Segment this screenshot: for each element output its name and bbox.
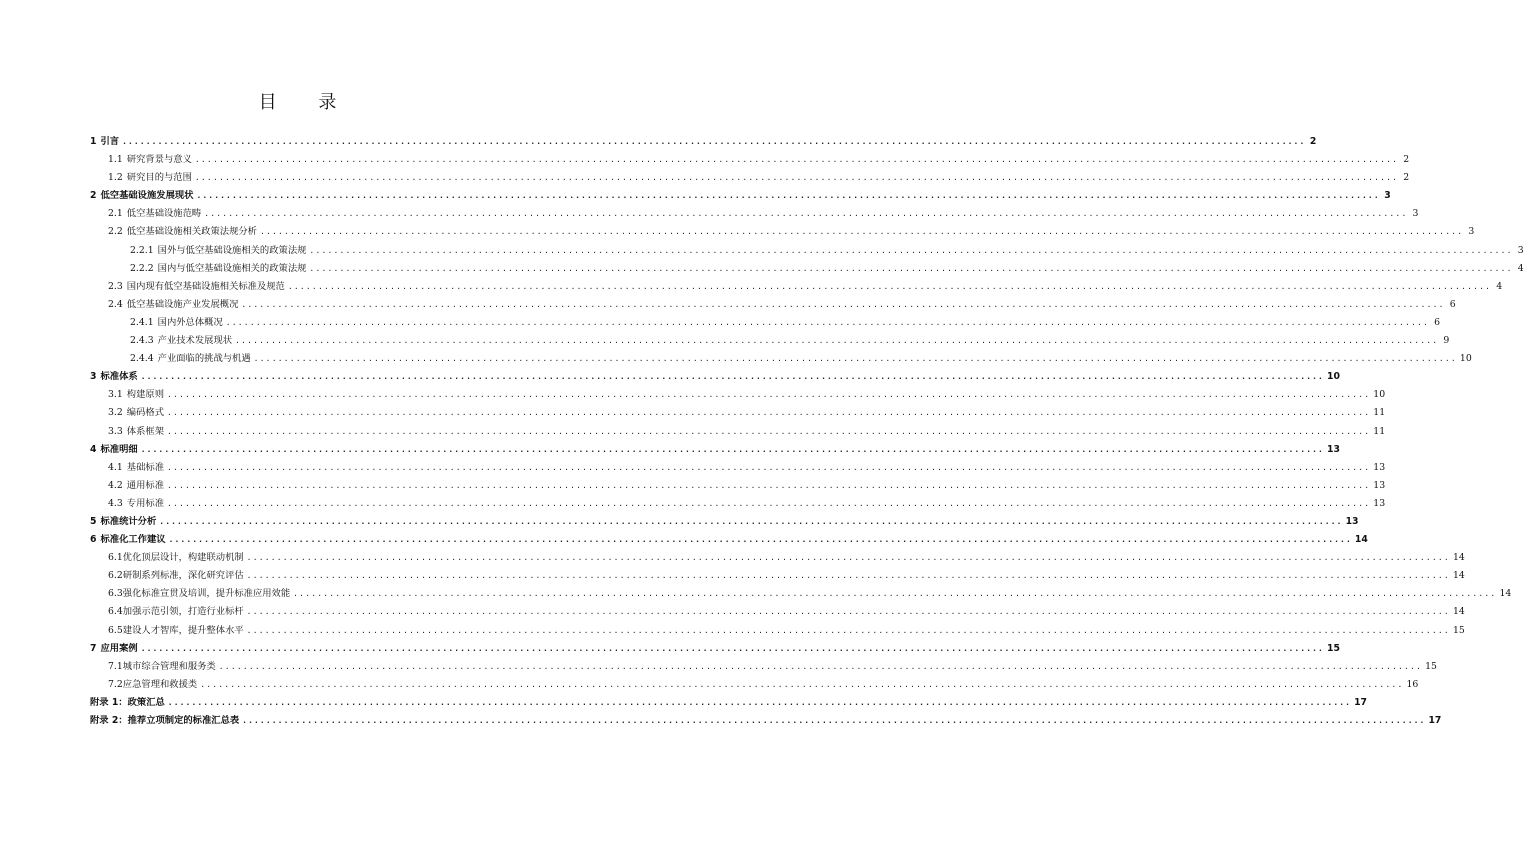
toc-entry-page-number: 14 xyxy=(1452,606,1465,618)
toc-entry-number: 2.1 xyxy=(108,208,123,220)
toc-entry[interactable] xyxy=(90,622,1465,640)
toc-entry-label: 产业技术发展现状 xyxy=(157,335,233,347)
dot-leader: ........................................................................................................................................................................................................ xyxy=(287,281,1492,291)
dot-leader: ........................................................................................................................................................................................................ xyxy=(309,245,1513,255)
toc-entry-page-number: 16 xyxy=(1406,678,1419,690)
toc-entry[interactable] xyxy=(90,296,1456,314)
toc-entry-page-number: 10 xyxy=(1326,371,1340,383)
toc-entry[interactable] xyxy=(90,441,1340,459)
toc-entry-label: 城市综合管理和服务类 xyxy=(122,660,216,672)
toc-entry-page-number: 10 xyxy=(1373,389,1386,401)
toc-entry-page-number: 13 xyxy=(1373,479,1386,491)
toc-entry[interactable] xyxy=(90,278,1503,296)
dot-leader: ........................................................................................................................................................................................................ xyxy=(225,317,1430,327)
toc-entry-label: 低空基础设施范畴 xyxy=(126,208,202,220)
dot-leader: ........................................................................................................................................................................................................ xyxy=(204,209,1408,219)
dot-leader: ........................................................................................................................................................................................................ xyxy=(196,191,1380,201)
dot-leader: ........................................................................................................................................................................................................ xyxy=(140,372,1324,382)
toc-entry-number: 2.2 xyxy=(108,226,123,238)
toc-entry[interactable] xyxy=(90,332,1450,350)
toc-entry-page-number: 13 xyxy=(1326,443,1340,455)
toc-entry-page-number: 15 xyxy=(1326,642,1340,654)
toc-entry[interactable] xyxy=(90,513,1359,531)
dot-leader: ........................................................................................................................................................................................................ xyxy=(246,571,1450,581)
toc-entry-number: 6.3 xyxy=(108,588,123,600)
toc-entry[interactable] xyxy=(90,658,1437,676)
toc-entry-number: 2.3 xyxy=(108,280,123,292)
toc-entry-page-number: 15 xyxy=(1425,660,1437,672)
toc-entry-label: 国内现有低空基础设施相关标准及规范 xyxy=(126,280,285,292)
toc-entry-page-number: 11 xyxy=(1373,407,1386,419)
toc-entry-label: 标准明细 xyxy=(100,443,138,455)
toc-entry[interactable] xyxy=(90,386,1386,404)
toc-entry[interactable] xyxy=(90,459,1386,477)
toc-entry-label: 低空基础设施发展现状 xyxy=(100,190,194,202)
toc-entry-label: 应用案例 xyxy=(100,642,138,654)
toc-entry-label: 强化标准宣贯及培训，提升标准应用效能 xyxy=(122,588,291,600)
table-of-contents xyxy=(90,133,1524,730)
toc-entry-number: 2 xyxy=(90,190,97,202)
toc-entry[interactable] xyxy=(90,205,1419,223)
dot-leader: ........................................................................................................................................................................................................ xyxy=(218,661,1423,671)
toc-entry-page-number: 3 xyxy=(1517,244,1524,256)
toc-entry[interactable] xyxy=(90,712,1442,730)
dot-leader: ........................................................................................................................................................................................................ xyxy=(194,173,1399,183)
toc-entry-number: 2.2.2 xyxy=(130,262,154,274)
toc-entry-page-number: 4 xyxy=(1496,280,1503,292)
toc-entry-number: 2.4 xyxy=(108,298,123,310)
toc-entry-label: 编码格式 xyxy=(126,407,164,419)
dot-leader: ........................................................................................................................................................................................................ xyxy=(167,697,1352,707)
toc-entry-number: 3.2 xyxy=(108,407,123,419)
dot-leader: ........................................................................................................................................................................................................ xyxy=(140,643,1324,653)
toc-entry[interactable] xyxy=(90,187,1391,205)
toc-entry-label: 国内外总体概况 xyxy=(157,316,223,328)
dot-leader: ........................................................................................................................................................................................................ xyxy=(259,227,1464,237)
toc-entry-page-number: 6 xyxy=(1434,316,1441,328)
dot-leader: ........................................................................................................................................................................................................ xyxy=(167,498,1371,508)
toc-entry-page-number: 10 xyxy=(1459,353,1472,365)
toc-entry-label: 建设人才智库，提升整体水平 xyxy=(122,624,244,636)
toc-entry[interactable] xyxy=(90,314,1441,332)
dot-leader: ........................................................................................................................................................................................................ xyxy=(241,299,1445,309)
toc-entry-number: 4.2 xyxy=(108,479,123,491)
toc-entry-label: 优化顶层设计，构建联动机制 xyxy=(122,552,244,564)
toc-entry-label: 应急管理和救援类 xyxy=(122,678,198,690)
toc-entry[interactable] xyxy=(90,603,1465,621)
toc-entry-label: 附录 1：政策汇总 xyxy=(90,696,165,708)
toc-entry-number: 6.1 xyxy=(108,552,123,564)
toc-entry-label: 研究背景与意义 xyxy=(126,154,192,166)
toc-entry[interactable] xyxy=(90,133,1317,151)
toc-entry[interactable] xyxy=(90,640,1340,658)
toc-entry-page-number: 14 xyxy=(1452,570,1465,582)
toc-entry-label: 加强示范引领，打造行业标杆 xyxy=(122,606,244,618)
toc-entry-label: 标准体系 xyxy=(100,371,138,383)
toc-entry-page-number: 14 xyxy=(1499,588,1512,600)
toc-entry-page-number: 11 xyxy=(1373,425,1386,437)
toc-entry[interactable] xyxy=(90,223,1475,241)
toc-entry-number: 2.2.1 xyxy=(130,244,154,256)
toc-entry-number: 2.4.1 xyxy=(130,316,154,328)
toc-entry-label: 国外与低空基础设施相关的政策法规 xyxy=(157,244,307,256)
toc-entry[interactable] xyxy=(90,260,1524,278)
toc-title: 目 录 xyxy=(258,92,355,113)
toc-entry-page-number: 17 xyxy=(1428,715,1442,726)
toc-entry-number: 6.4 xyxy=(108,606,123,618)
toc-entry[interactable] xyxy=(90,495,1386,513)
toc-entry-label: 国内与低空基础设施相关的政策法规 xyxy=(157,262,307,274)
toc-entry-page-number: 2 xyxy=(1309,136,1317,147)
toc-entry-page-number: 3 xyxy=(1384,190,1391,202)
toc-entry[interactable] xyxy=(90,242,1524,260)
toc-entry-number: 6.2 xyxy=(108,570,123,582)
toc-entry-page-number: 4 xyxy=(1517,262,1524,274)
toc-entry-number: 4 xyxy=(90,443,97,455)
toc-entry-number: 3.3 xyxy=(108,425,123,437)
toc-entry-label: 通用标准 xyxy=(126,479,164,491)
dot-leader: ........................................................................................................................................................................................................ xyxy=(167,390,1371,400)
dot-leader: ........................................................................................................................................................................................................ xyxy=(293,589,1497,599)
toc-entry-label: 构建原则 xyxy=(126,389,164,401)
dot-leader: ........................................................................................................................................................................................................ xyxy=(168,535,1352,545)
toc-entry[interactable] xyxy=(90,676,1419,694)
toc-entry[interactable] xyxy=(90,368,1340,386)
toc-entry-page-number: 3 xyxy=(1468,226,1475,238)
toc-entry-label: 产业面临的挑战与机遇 xyxy=(157,353,251,365)
toc-entry-page-number: 2 xyxy=(1403,172,1410,184)
toc-entry[interactable] xyxy=(90,169,1410,187)
toc-entry-number: 1.1 xyxy=(108,154,123,166)
toc-entry[interactable] xyxy=(90,549,1465,567)
toc-entry-page-number: 2 xyxy=(1403,154,1410,166)
toc-entry-number: 5 xyxy=(90,515,97,527)
toc-entry[interactable] xyxy=(90,694,1368,712)
toc-entry-number: 3.1 xyxy=(108,389,123,401)
dot-leader: ........................................................................................................................................................................................................ xyxy=(167,462,1371,472)
toc-entry-number: 6 xyxy=(90,534,97,546)
toc-entry-number: 4.3 xyxy=(108,497,123,509)
toc-entry-page-number: 13 xyxy=(1345,515,1359,527)
toc-entry-number: 6.5 xyxy=(108,624,123,636)
toc-entry[interactable] xyxy=(90,423,1386,441)
toc-entry-number: 4.1 xyxy=(108,461,123,473)
toc-entry-page-number: 14 xyxy=(1452,552,1465,564)
toc-entry-label: 标准化工作建议 xyxy=(100,534,166,546)
toc-entry-page-number: 3 xyxy=(1412,208,1419,220)
toc-entry[interactable] xyxy=(90,531,1368,549)
toc-entry[interactable] xyxy=(90,567,1465,585)
dot-leader: ........................................................................................................................................................................................................ xyxy=(246,607,1450,617)
toc-entry[interactable] xyxy=(90,404,1386,422)
dot-leader: ........................................................................................................................................................................................................ xyxy=(159,516,1343,526)
dot-leader: ........................................................................................................................................................................................................ xyxy=(122,137,1306,146)
toc-entry[interactable] xyxy=(90,350,1472,368)
toc-entry-label: 标准统计分析 xyxy=(100,515,157,527)
dot-leader: ........................................................................................................................................................................................................ xyxy=(246,625,1450,635)
toc-entry-label: 体系框架 xyxy=(126,425,164,437)
toc-entry[interactable] xyxy=(90,151,1410,169)
toc-entry-page-number: 14 xyxy=(1354,534,1368,546)
toc-entry-number: 1 xyxy=(90,136,97,147)
toc-entry-label: 引言 xyxy=(100,136,120,147)
toc-entry-page-number: 13 xyxy=(1373,461,1386,473)
dot-leader: ........................................................................................................................................................................................................ xyxy=(242,716,1426,725)
toc-entry-label: 低空基础设施相关政策法规分析 xyxy=(126,226,257,238)
toc-entry-number: 2.4.4 xyxy=(130,353,154,365)
toc-entry-number: 7.2 xyxy=(108,678,123,690)
dot-leader: ........................................................................................................................................................................................................ xyxy=(309,263,1513,273)
toc-entry-page-number: 6 xyxy=(1449,298,1456,310)
toc-entry-page-number: 15 xyxy=(1452,624,1465,636)
toc-entry-page-number: 9 xyxy=(1443,335,1450,347)
toc-entry-label: 专用标准 xyxy=(126,497,164,509)
dot-leader: ........................................................................................................................................................................................................ xyxy=(167,408,1371,418)
toc-entry-number: 1.2 xyxy=(108,172,123,184)
dot-leader: ........................................................................................................................................................................................................ xyxy=(167,480,1371,490)
toc-entry-label: 研究目的与范围 xyxy=(126,172,192,184)
toc-entry-page-number: 17 xyxy=(1354,696,1368,708)
toc-entry-number: 7 xyxy=(90,642,97,654)
toc-entry-number: 3 xyxy=(90,371,97,383)
toc-entry-label: 基础标准 xyxy=(126,461,164,473)
dot-leader: ........................................................................................................................................................................................................ xyxy=(140,444,1324,454)
dot-leader: ........................................................................................................................................................................................................ xyxy=(246,553,1450,563)
toc-entry[interactable] xyxy=(90,477,1386,495)
toc-entry-number: 7.1 xyxy=(108,660,123,672)
toc-entry-number: 2.4.3 xyxy=(130,335,154,347)
dot-leader: ........................................................................................................................................................................................................ xyxy=(200,679,1404,689)
toc-entry[interactable] xyxy=(90,585,1512,603)
toc-entry-label: 研制系列标准，深化研究评估 xyxy=(122,570,244,582)
toc-entry-label: 附录 2：推荐立项制定的标准汇总表 xyxy=(90,715,240,726)
toc-entry-page-number: 13 xyxy=(1373,497,1386,509)
dot-leader: ........................................................................................................................................................................................................ xyxy=(253,354,1457,364)
dot-leader: ........................................................................................................................................................................................................ xyxy=(235,336,1439,346)
toc-entry-label: 低空基础设施产业发展概况 xyxy=(126,298,239,310)
dot-leader: ........................................................................................................................................................................................................ xyxy=(167,426,1371,436)
dot-leader: ........................................................................................................................................................................................................ xyxy=(194,155,1399,165)
